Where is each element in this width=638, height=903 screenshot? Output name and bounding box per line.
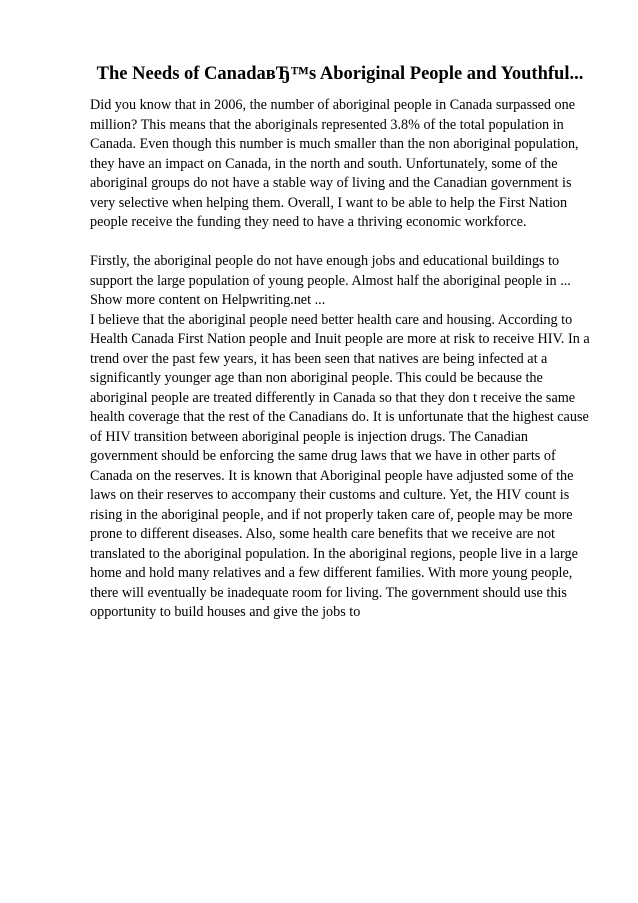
document-title: The Needs of CanadaвЂ™s Aboriginal People and Youthful... xyxy=(96,64,584,84)
paragraph-intro: Did you know that in 2006, the number of aboriginal people in Canada surpassed one million? This means that the aboriginals represented 3.8% of the total population in Canada. Even though this number is much smaller than the non aboriginal population, they have an impact on Canada, in the north and south. Unfortunately, some of the aboriginal groups do not have a stable way of living and the Canadian government is very selective when helping them. Overall, I want to be able to help the First Nation people receive the funding they need to have a thriving economic workforce. xyxy=(90,97,579,230)
paragraph-health: I believe that the aboriginal people need better health care and housing. According to Health Canada First Nation people and Inuit people are more at risk to receive HIV. In a trend over the past few years, it has been seen that natives are being infected at a significantly younger age than non aboriginal people. This could be because the aboriginal people are treated differently in Canada so that they don t receive the same health coverage that the rest of the Canadians do. It is unfortunate that the highest cause of HIV transition between aboriginal people is injection drugs. The Canadian government should be enforcing the same drug laws that we have in other parts of Canada on the reserves. It is known that Aboriginal people have adjusted some of the laws on their reserves to accompany their customs and culture. Yet, the HIV count is rising in the aboriginal people, and if not properly taken care of, people may be more prone to different diseases. Also, some health care benefits that we receive are not translated to the aboriginal population. In the aboriginal regions, people live in a large home and hold many relatives and a few different families. With more young people, there will eventually be inadequate room for living. The government should use this opportunity to build houses and give the jobs to xyxy=(90,311,590,620)
show-more-link[interactable]: Show more content on Helpwriting.net ... xyxy=(90,292,326,308)
document-page xyxy=(90,62,590,623)
paragraph-spacer xyxy=(90,233,590,253)
paragraph-firstly: Firstly, the aboriginal people do not have enough jobs and educational buildings to support the large population of young people. Almost half the aboriginal people in ... xyxy=(90,253,571,289)
